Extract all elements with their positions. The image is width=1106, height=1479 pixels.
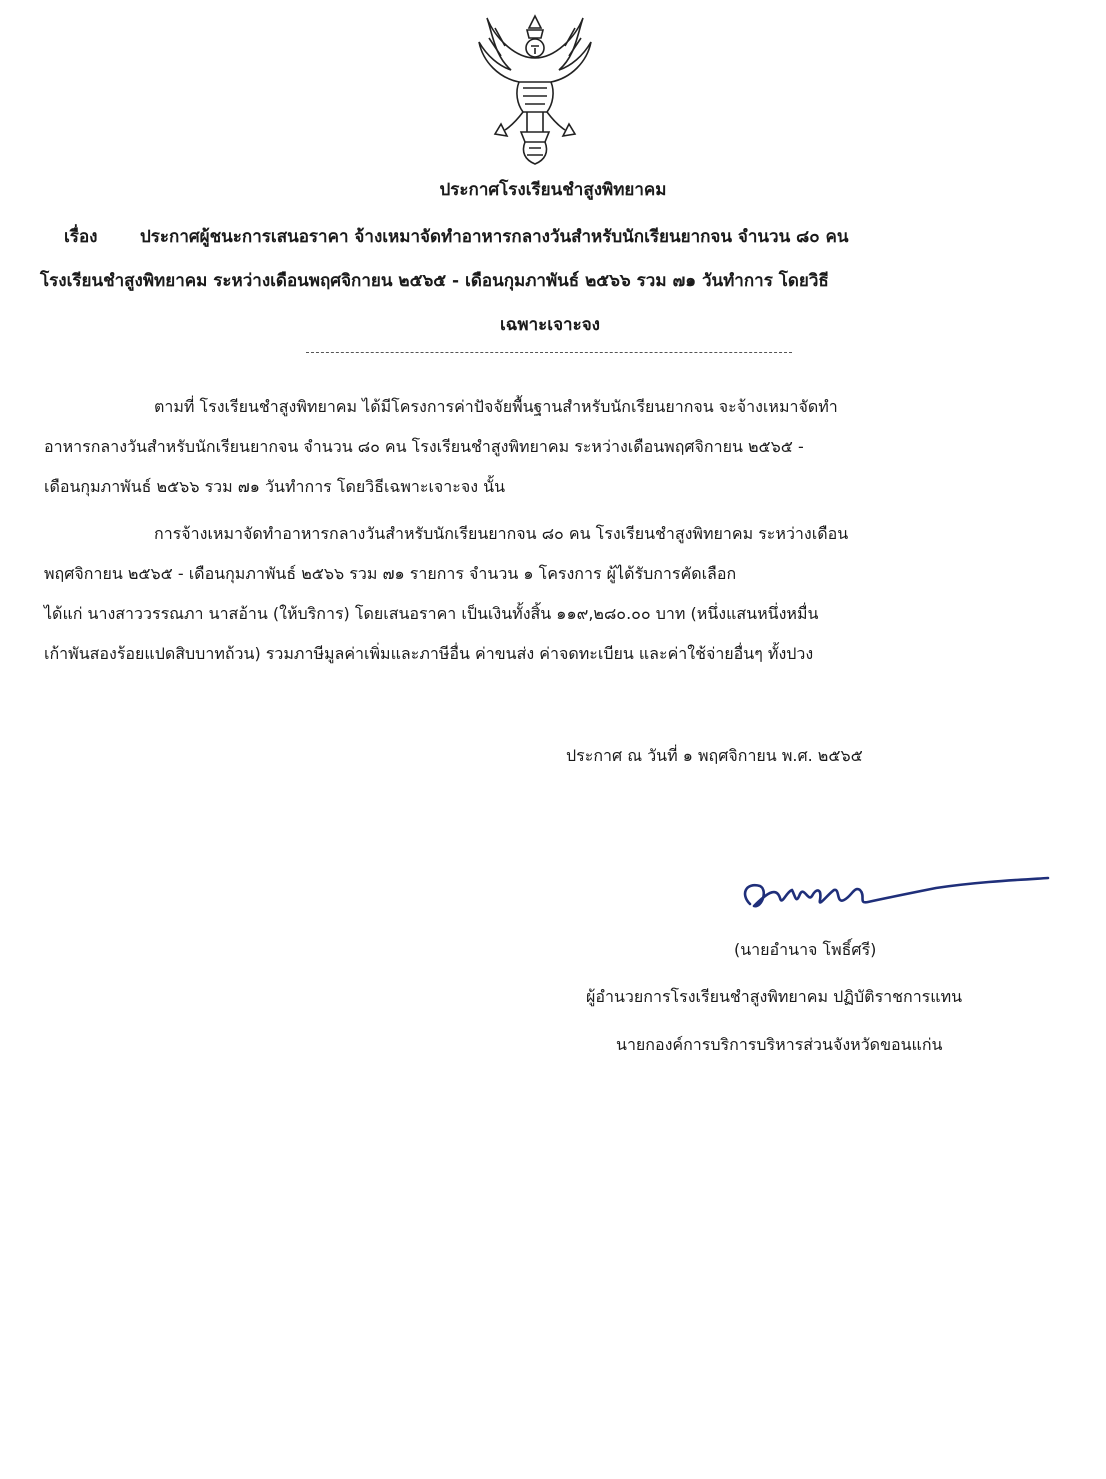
garuda-emblem-icon [465,8,605,173]
paragraph-2-line: พฤศจิกายน ๒๕๖๕ - เดือนกุมภาพันธ์ ๒๕๖๖ รวม ๗๑ รายการ จำนวน ๑ โครงการ ผู้ได้รับการคัดเลือก [44,564,737,583]
paragraph-2-line: ได้แก่ นางสาววรรณภา นาสอ้าน (ให้บริการ) โดยเสนอราคา เป็นเงินทั้งสิ้น ๑๑๙,๒๘๐.๐๐ บาท (หนึ่งแสนหนึ่งหมื่น [44,604,819,623]
subject-label: เรื่อง [64,227,98,247]
paragraph-1-line: เดือนกุมภาพันธ์ ๒๕๖๖ รวม ๗๑ วันทำการ โดยวิธีเฉพาะเจาะจง นั้น [44,477,506,496]
paragraph-2-line: การจ้างเหมาจัดทำอาหารกลางวันสำหรับนักเรียนยากจน ๘๐ คน โรงเรียนชำสูงพิทยาคม ระหว่างเดือน [154,524,849,543]
handwritten-signature-icon [736,864,1056,924]
subject-line-2: โรงเรียนชำสูงพิทยาคม ระหว่างเดือนพฤศจิกายน ๒๕๖๕ - เดือนกุมภาพันธ์ ๒๕๖๖ รวม ๗๑ วันทำการ โดยวิธี [40,271,829,291]
subject-line-3: เฉพาะเจาะจง [500,315,600,335]
announcement-title: ประกาศโรงเรียนชำสูงพิทยาคม [439,180,667,200]
subject-line-1 [40,222,1060,266]
announcement-date: ประกาศ ณ วันที่ ๑ พฤศจิกายน พ.ศ. ๒๕๖๕ [566,746,863,765]
subject-block [40,222,1060,354]
signatory-position-2: นายกองค์การบริการบริหารส่วนจังหวัดขอนแก่น [616,1035,943,1054]
signatory-position-1: ผู้อำนวยการโรงเรียนชำสูงพิทยาคม ปฏิบัติราชการแทน [586,987,963,1006]
paragraph-1-line: อาหารกลางวันสำหรับนักเรียนยากจน จำนวน ๘๐ คน โรงเรียนชำสูงพิทยาคม ระหว่างเดือนพฤศจิกายน ๒๕๖๕ - [44,437,804,456]
dashed-divider [306,352,792,353]
paragraph-2-line: เก้าพันสองร้อยแปดสิบบาทถ้วน) รวมภาษีมูลค่าเพิ่มและภาษีอื่น ค่าขนส่ง ค่าจดทะเบียน และค่าใช้จ่ายอื่นๆ ทั้งปวง [44,644,814,663]
paragraph-1 [44,393,1044,513]
paragraph-2 [44,520,1044,680]
paragraph-1-line: ตามที่ โรงเรียนชำสูงพิทยาคม ได้มีโครงการค่าปัจจัยพื้นฐานสำหรับนักเรียนยากจน จะจ้างเหมาจัดทำ [154,397,838,416]
signatory-name: (นายอำนาจ โพธิ์ศรี) [734,940,877,959]
subject-text-1: ประกาศผู้ชนะการเสนอราคา จ้างเหมาจัดทำอาหารกลางวันสำหรับนักเรียนยากจน จำนวน ๘๐ คน [140,227,849,247]
